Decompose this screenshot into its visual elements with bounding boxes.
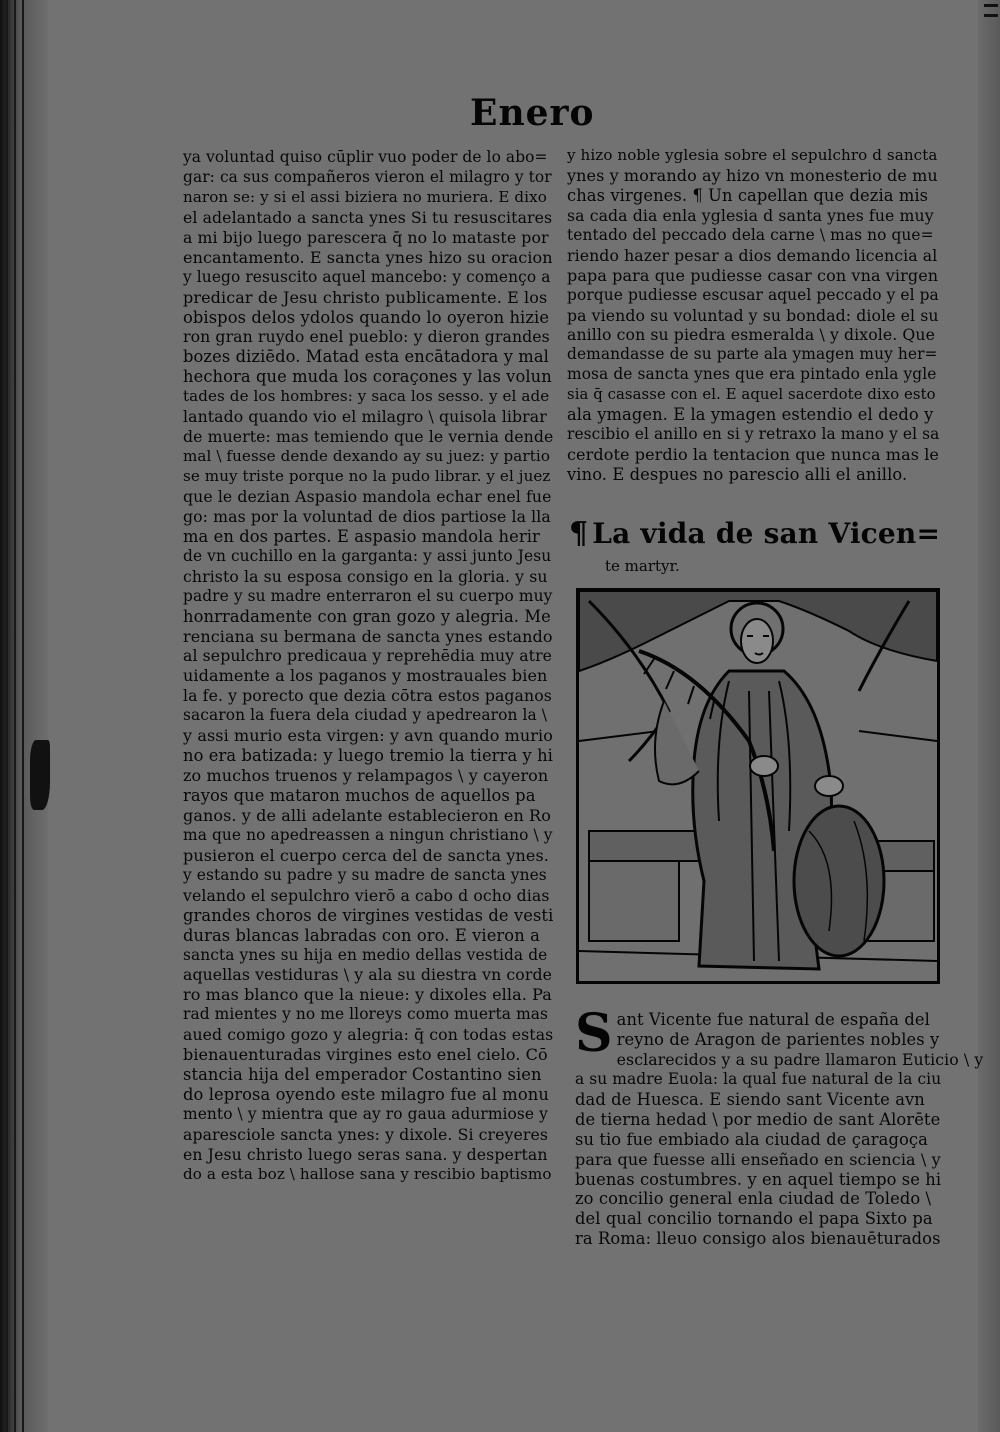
text-line: sa cada dia enla yglesia d santa ynes fue muy: [567, 205, 934, 225]
text-line: y hizo noble yglesia sobre el sepulchro d sancta: [567, 146, 938, 164]
page-edge: [978, 0, 1000, 1432]
text-line: ron gran ruydo enel pueblo: y dieron grandes: [183, 327, 550, 347]
text-line: tades de los hombres: y saca los sesso. y el ade: [183, 387, 550, 406]
text-line: aued comigo gozo y alegria: q̄ con todas estas: [183, 1025, 554, 1045]
text-line: ganos. y de alli adelante establecieron en Ro: [183, 805, 551, 825]
text-line: aquellas vestiduras \ y ala su diestra vn corde: [183, 965, 552, 985]
text-line: ynes y morando ay hizo vn monesterio de mu: [567, 165, 938, 185]
pilcrow-mark: ¶: [569, 516, 589, 551]
text-line: rad mientes y no me lloreys como muerta mas: [183, 1005, 549, 1024]
text-line: de muerte: mas temiendo que le vernia dende: [183, 427, 554, 447]
text-line: en Jesu christo luego seras sana. y despertan: [183, 1144, 548, 1164]
text-line: rescibio el anillo en si y retraxo la mano y el sa: [567, 425, 940, 444]
text-line: mal \ fuesse dende dexando ay su juez: y partio: [183, 447, 551, 466]
text-line: ma en dos partes. E aspasio mandola herir: [183, 526, 540, 546]
text-line: reyno de Aragon de parientes nobles y: [616, 1029, 940, 1049]
saint-vincent-woodcut: [579, 591, 937, 981]
text-line: bozes diziēdo. Matad esta encātadora y mal: [183, 347, 549, 367]
text-line: stancia hija del emperador Costantino sien: [183, 1065, 542, 1085]
text-line: naron se: y si el assi biziera no muriera. E dixo: [183, 187, 547, 206]
text-line: chas virgenes. ¶ Un capellan que dezia mis: [567, 185, 929, 205]
right-column-top: [567, 146, 940, 485]
text-line: pusieron el cuerpo cerca del de sancta ynes.: [183, 845, 549, 865]
text-line: al sepulchro predicaua y reprehēdia muy atre: [183, 646, 553, 666]
section-heading-continuation: te martyr.: [605, 557, 680, 575]
right-column-bottom: [575, 1003, 984, 1249]
edge-mark: [984, 14, 998, 17]
text-line: su tio fue embiado ala ciudad de çaragoça: [575, 1129, 928, 1149]
text-line: bienauenturadas virgines esto enel cielo. Cō: [183, 1045, 548, 1065]
ink-blot: [30, 740, 50, 810]
text-line: del qual concilio tornando el papa Sixto pa: [575, 1209, 933, 1229]
text-line: a mi bijo luego parescera q̄ no lo mataste por: [183, 227, 549, 247]
text-line: honrradamente con gran gozo y alegria. Me: [183, 606, 551, 626]
text-line: padre y su madre enterraron el su cuerpo muy: [183, 586, 553, 605]
text-line: rayos que mataron muchos de aquellos pa: [183, 786, 536, 805]
text-line: y assi murio esta virgen: y avn quando murio: [183, 726, 554, 746]
running-head: Enero: [470, 92, 595, 134]
left-column: [183, 148, 553, 1185]
text-line: grandes choros de virgines vestidas de vesti: [183, 905, 554, 925]
text-line: ro mas blanco que la nieue: y dixoles ella. Pa: [183, 985, 552, 1005]
text-line: y luego resuscito aquel mancebo: y començo a: [183, 267, 551, 286]
text-line: riendo hazer pesar a dios demando licencia al: [567, 245, 938, 265]
text-line: cerdote perdio la tentacion que nunca mas le: [567, 445, 939, 465]
gutter-rule: [14, 0, 16, 1432]
woodcut-illustration: [576, 588, 940, 984]
page-gutter: [0, 0, 48, 1432]
text-line: ant Vicente fue natural de españa del: [616, 1010, 930, 1029]
text-line: buenas costumbres. y en aquel tiempo se hi: [575, 1169, 942, 1189]
section-heading-text: La vida de san Vicen=: [592, 517, 941, 550]
text-line: se muy triste porque no la pudo librar. y el juez: [183, 467, 551, 485]
text-line: anillo con su piedra esmeralda \ y dixole. Que: [567, 325, 935, 345]
text-line: hechora que muda los coraçones y las volun: [183, 367, 552, 387]
text-line: pa viendo su voluntad y su bondad: diole el su: [567, 305, 939, 325]
text-line: uidamente a los paganos y mostrauales bien: [183, 666, 548, 686]
text-line: papa para que pudiesse casar con vna virgen: [567, 265, 939, 285]
text-line: tentado del peccado dela carne \ mas no que=: [567, 225, 934, 244]
text-line: zo concilio general enla ciudad de Toledo \: [575, 1189, 932, 1209]
gutter-rule: [6, 0, 8, 1432]
text-line: do a esta boz \ hallose sana y rescibio baptismo: [183, 1164, 552, 1183]
text-line: vino. E despues no parescio alli el anillo.: [567, 465, 908, 484]
text-line: sacaron la fuera dela ciudad y apedrearon la \: [183, 706, 548, 725]
text-line: dad de Huesca. E siendo sant Vicente avn: [575, 1089, 925, 1109]
text-line: mosa de sancta ynes que era pintado enla ygle: [567, 365, 937, 384]
text-line: de vn cuchillo en la garganta: y assi junto Jesu: [183, 546, 552, 565]
text-line: predicar de Jesu christo publicamente. E los: [183, 287, 548, 307]
edge-mark: [984, 4, 998, 7]
gutter-rule: [22, 0, 24, 1432]
text-line: para que fuesse alli enseñado en sciencia \ y: [575, 1149, 941, 1169]
text-line: obispos delos ydolos quando lo oyeron hizie: [183, 307, 550, 327]
text-line: renciana su bermana de sancta ynes estando: [183, 626, 553, 646]
text-line: ra Roma: lleuo consigo alos bienauēturados: [575, 1229, 941, 1249]
text-line: demandasse de su parte ala ymagen muy her=: [567, 345, 938, 364]
text-line: la fe. y porесto que dezia cōtra estos paganos: [183, 686, 552, 706]
text-line: encantamento. E sancta ynes hizo su oracion: [183, 247, 553, 267]
text-line: el adelantado a sancta ynes Si tu resuscitares: [183, 207, 553, 227]
dropcap-letter: S: [575, 1003, 613, 1064]
text-line: mento \ y mientra que ay ro gaua adurmiose y: [183, 1105, 548, 1123]
text-line: velando el sepulchro vierō a cabo d ocho dias: [183, 885, 550, 905]
text-line: gar: ca sus compañeros vieron el milagro y tor: [183, 167, 552, 186]
text-line: esclarecidos y a su padre llamaron Euticio \ y: [616, 1049, 984, 1069]
text-line: que le dezian Aspasio mandola echar enel fue: [183, 486, 552, 506]
text-line: do leprosa oyendo este milagro fue al monu: [183, 1085, 549, 1105]
text-line: y estando su padre y su madre de sancta ynes: [183, 865, 547, 884]
text-line: a su madre Euola: la qual fue natural de la ciu: [575, 1069, 942, 1088]
text-line: ya voluntad quiso cūplir vuo poder de lo abo=: [183, 148, 548, 166]
text-line: sancta ynes su hija en medio dellas vestida de: [183, 945, 548, 964]
text-line: sia q̄ casasse con el. E aquel sacerdote dixo esto: [567, 386, 936, 404]
text-line: christo la su esposa consigo en la gloria. y su: [183, 566, 548, 586]
text-line: porque pudiesse escusar aquel peccado y el pa: [567, 285, 939, 304]
text-line: ala ymagen. E la ymagen estendio el dedo y: [567, 405, 934, 425]
text-line: no era batizada: y luego tremio la tierra y hi: [183, 746, 553, 766]
text-line: de tierna hedad \ por medio de sant Alorēte: [575, 1109, 941, 1129]
text-line: lantado quando vio el milagro \ quisola librar: [183, 407, 547, 427]
text-line: ma que no apedreassen a ningun christiano \ y: [183, 825, 553, 844]
text-line: go: mas por la voluntad de dios partiose la lla: [183, 506, 551, 526]
text-line: duras blancas labradas con oro. E vieron a: [183, 925, 540, 945]
text-line: aparesciole sancta ynes: y dixole. Si creyeres: [183, 1124, 548, 1144]
text-line: zo muchos truenos y relampagos \ y cayeron: [183, 766, 549, 786]
